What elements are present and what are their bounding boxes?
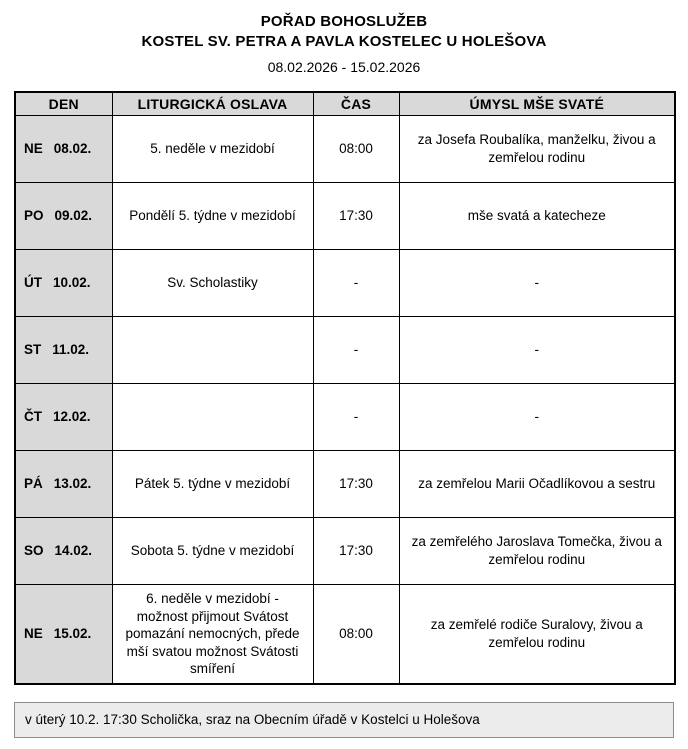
- table-row: [15, 115, 675, 182]
- celebration-cell: Sobota 5. týdne v mezidobí: [112, 517, 313, 584]
- time-cell: 17:30: [313, 450, 399, 517]
- table-row: [15, 182, 675, 249]
- table-row: [15, 249, 675, 316]
- intention-cell: za Josefa Roubalíka, manželku, živou a zemřelou rodinu: [399, 115, 675, 182]
- footer-note: v úterý 10.2. 17:30 Scholička, sraz na Obecním úřadě v Kostelci u Holešova: [14, 702, 674, 738]
- day-abbrev: SO: [24, 542, 44, 558]
- day-cell: [15, 115, 112, 182]
- time-cell: -: [313, 383, 399, 450]
- intention-cell: za zemřelou Marii Očadlíkovou a sestru: [399, 450, 675, 517]
- document-header: [14, 10, 674, 76]
- day-cell: [15, 517, 112, 584]
- time-cell: -: [313, 249, 399, 316]
- intention-cell: -: [399, 316, 675, 383]
- day-cell: [15, 383, 112, 450]
- table-row: [15, 316, 675, 383]
- column-header-intention: ÚMYSL MŠE SVATÉ: [399, 92, 675, 116]
- date-range: 08.02.2026 - 15.02.2026: [267, 58, 421, 75]
- time-cell: -: [313, 316, 399, 383]
- intention-cell: za zemřelého Jaroslava Tomečka, živou a zemřelou rodinu: [399, 517, 675, 584]
- day-cell: [15, 249, 112, 316]
- day-abbrev: ST: [24, 341, 42, 357]
- day-date: 11.02.: [52, 341, 90, 357]
- celebration-cell: 6. neděle v mezidobí - možnost přijmout Svátost pomazání nemocných, přede mší svatou možnost Svátosti smíření: [112, 584, 313, 684]
- celebration-cell: Pondělí 5. týdne v mezidobí: [112, 182, 313, 249]
- celebration-cell: 5. neděle v mezidobí: [112, 115, 313, 182]
- celebration-cell: [112, 383, 313, 450]
- day-date: 08.02.: [53, 140, 92, 156]
- day-abbrev: NE: [24, 140, 43, 156]
- time-cell: 17:30: [313, 517, 399, 584]
- day-cell: [15, 584, 112, 684]
- day-abbrev: ČT: [24, 408, 42, 424]
- day-abbrev: NE: [24, 626, 43, 642]
- column-header-time: ČAS: [313, 92, 399, 116]
- table-row: [15, 517, 675, 584]
- time-cell: 17:30: [313, 182, 399, 249]
- day-date: 13.02.: [53, 475, 92, 491]
- day-date: 10.02.: [53, 274, 91, 290]
- intention-cell: -: [399, 383, 675, 450]
- day-date: 15.02.: [53, 626, 92, 642]
- celebration-cell: [112, 316, 313, 383]
- schedule-table: [14, 91, 676, 686]
- day-date: 09.02.: [54, 207, 93, 223]
- day-date: 14.02.: [54, 542, 93, 558]
- celebration-cell: Pátek 5. týdne v mezidobí: [112, 450, 313, 517]
- day-cell: [15, 450, 112, 517]
- intention-cell: mše svatá a katecheze: [399, 182, 675, 249]
- time-cell: 08:00: [313, 584, 399, 684]
- table-row: [15, 450, 675, 517]
- day-abbrev: PÁ: [24, 475, 43, 491]
- table-row: [15, 584, 675, 684]
- day-abbrev: PO: [24, 207, 44, 223]
- day-abbrev: ÚT: [24, 274, 42, 290]
- day-date: 12.02.: [53, 408, 91, 424]
- table-header-row: [15, 92, 675, 116]
- time-cell: 08:00: [313, 115, 399, 182]
- celebration-cell: Sv. Scholastiky: [112, 249, 313, 316]
- intention-cell: -: [399, 249, 675, 316]
- page-title: POŘAD BOHOSLUŽEB: [260, 13, 428, 30]
- table-row: [15, 383, 675, 450]
- column-header-day: DEN: [15, 92, 112, 116]
- page-subtitle: KOSTEL SV. PETRA A PAVLA KOSTELEC U HOLEŠOVA: [141, 33, 547, 51]
- intention-cell: za zemřelé rodiče Suralovy, živou a zemřelou rodinu: [399, 584, 675, 684]
- day-cell: [15, 316, 112, 383]
- day-cell: [15, 182, 112, 249]
- column-header-celebration: LITURGICKÁ OSLAVA: [112, 92, 313, 116]
